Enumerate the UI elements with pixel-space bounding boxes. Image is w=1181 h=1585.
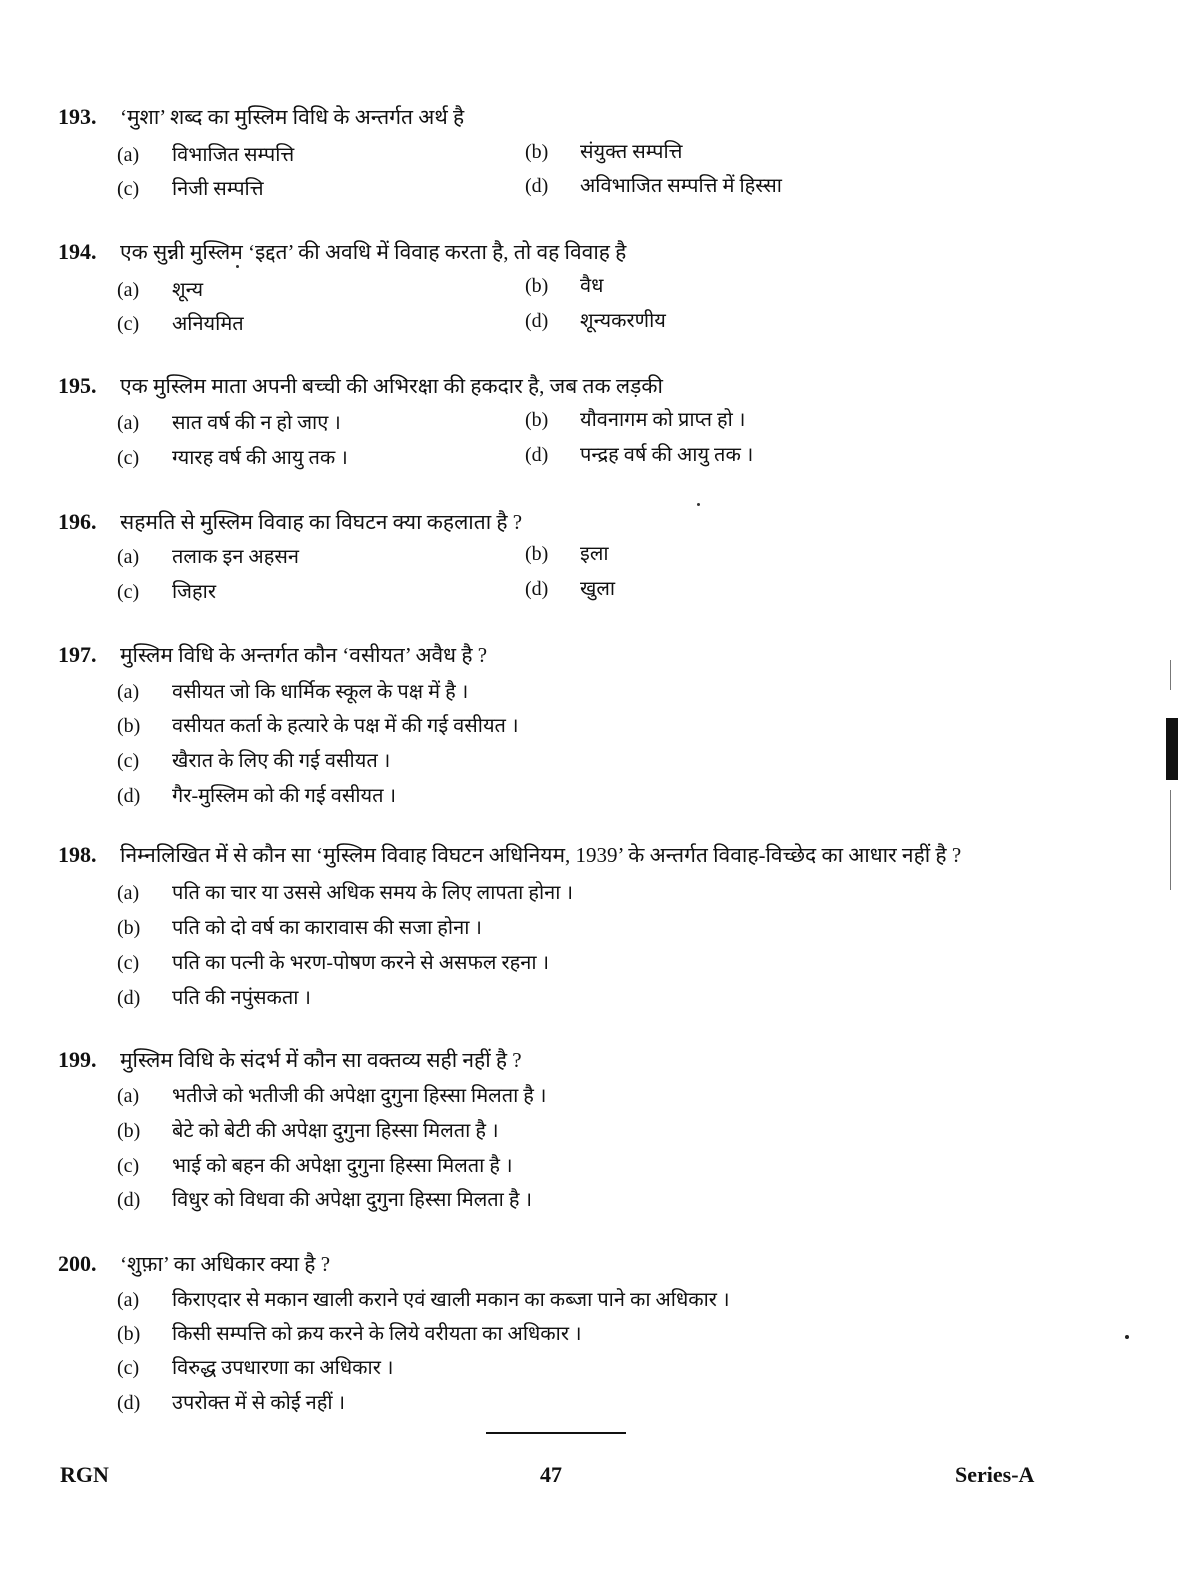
scan-speck bbox=[1125, 1335, 1129, 1339]
option-label: (d) bbox=[117, 785, 141, 807]
option-c bbox=[117, 1353, 393, 1380]
option-text: निजी सम्पत्ति bbox=[172, 178, 264, 200]
option-text: खुला bbox=[580, 578, 616, 600]
option-label: (a) bbox=[117, 681, 140, 703]
question-number: 199. bbox=[58, 1047, 97, 1072]
option-a bbox=[117, 1285, 730, 1312]
option-text: शून्यकरणीय bbox=[580, 310, 666, 332]
option-label: (b) bbox=[117, 917, 141, 939]
option-label: (a) bbox=[117, 546, 140, 568]
scan-speck bbox=[236, 265, 239, 268]
option-text: पति का चार या उससे अधिक समय के लिए लापता होना । bbox=[172, 882, 574, 904]
option-d bbox=[117, 983, 311, 1010]
question-number: 196. bbox=[58, 509, 97, 534]
option-text: पति को दो वर्ष का कारावास की सजा होना । bbox=[172, 917, 482, 939]
end-rule bbox=[486, 1432, 626, 1434]
option-label: (b) bbox=[117, 1120, 141, 1142]
option-a bbox=[117, 408, 341, 435]
option-d bbox=[117, 1388, 345, 1415]
option-text: यौवनागम को प्राप्त हो । bbox=[580, 409, 746, 431]
option-c bbox=[117, 174, 264, 201]
option-c bbox=[117, 1151, 513, 1178]
question-stem bbox=[58, 372, 663, 400]
option-label: (d) bbox=[525, 310, 549, 332]
option-b bbox=[117, 913, 482, 940]
option-label: (c) bbox=[117, 178, 140, 200]
option-d bbox=[525, 574, 615, 601]
option-text: खैरात के लिए की गई वसीयत । bbox=[172, 750, 391, 772]
option-b bbox=[525, 271, 603, 298]
option-label: (c) bbox=[117, 447, 140, 469]
option-text: भाई को बहन की अपेक्षा दुगुना हिस्सा मिलता है । bbox=[172, 1155, 513, 1177]
option-label: (c) bbox=[117, 1155, 140, 1177]
question-stem bbox=[58, 238, 626, 266]
question-text: मुस्लिम विधि के अन्तर्गत कौन ‘वसीयत’ अवैध है ? bbox=[120, 643, 488, 667]
option-c bbox=[117, 577, 216, 604]
option-text: बेटे को बेटी की अपेक्षा दुगुना हिस्सा मिलता है । bbox=[172, 1120, 499, 1142]
page-number: 47 bbox=[540, 1462, 562, 1487]
option-c bbox=[117, 746, 390, 773]
option-label: (c) bbox=[117, 1357, 140, 1379]
option-text: तलाक इन अहसन bbox=[172, 546, 299, 568]
option-label: (b) bbox=[525, 275, 549, 297]
question-number: 200. bbox=[58, 1251, 97, 1276]
option-a bbox=[117, 677, 468, 704]
question-number: 193. bbox=[58, 104, 97, 129]
option-d bbox=[525, 440, 753, 467]
option-text: जिहार bbox=[172, 581, 216, 603]
option-text: सात वर्ष की न हो जाए । bbox=[172, 412, 341, 434]
question-text: एक मुस्लिम माता अपनी बच्ची की अभिरक्षा की हकदार है, जब तक लड़की bbox=[120, 374, 663, 398]
question-stem bbox=[58, 841, 961, 869]
option-label: (b) bbox=[117, 715, 141, 737]
option-c bbox=[117, 309, 244, 336]
option-label: (c) bbox=[117, 581, 140, 603]
option-text: गैर-मुस्लिम को की गई वसीयत । bbox=[172, 785, 397, 807]
option-text: पन्द्रह वर्ष की आयु तक । bbox=[580, 444, 754, 466]
question-text: मुस्लिम विधि के संदर्भ में कौन सा वक्तव्य सही नहीं है ? bbox=[120, 1048, 522, 1072]
option-b bbox=[525, 405, 745, 432]
question-stem bbox=[58, 641, 487, 669]
option-text: विभाजित सम्पत्ति bbox=[172, 144, 295, 166]
option-text: अनियमित bbox=[172, 313, 244, 335]
option-a bbox=[117, 878, 573, 905]
option-text: भतीजे को भतीजी की अपेक्षा दुगुना हिस्सा मिलता है । bbox=[172, 1085, 547, 1107]
question-text: सहमति से मुस्लिम विवाह का विघटन क्या कहलाता है ? bbox=[120, 510, 523, 534]
option-label: (c) bbox=[117, 313, 140, 335]
option-b bbox=[117, 1319, 582, 1346]
option-text: वैध bbox=[580, 275, 604, 297]
question-text: ‘मुशा’ शब्द का मुस्लिम विधि के अन्तर्गत अर्थ है bbox=[120, 105, 465, 129]
option-text: पति की नपुंसकता । bbox=[172, 987, 311, 1009]
option-label: (b) bbox=[525, 543, 549, 565]
option-label: (c) bbox=[117, 952, 140, 974]
question-number: 195. bbox=[58, 373, 97, 398]
question-number: 194. bbox=[58, 239, 97, 264]
scan-edge-mark bbox=[1166, 718, 1178, 780]
option-d bbox=[525, 171, 782, 198]
option-c bbox=[117, 948, 549, 975]
option-a bbox=[117, 140, 294, 167]
option-b bbox=[117, 1116, 499, 1143]
option-label: (b) bbox=[117, 1323, 141, 1345]
option-label: (a) bbox=[117, 1085, 140, 1107]
option-label: (d) bbox=[117, 987, 141, 1009]
option-text: विधुर को विधवा की अपेक्षा दुगुना हिस्सा मिलता है । bbox=[172, 1189, 533, 1211]
option-label: (d) bbox=[525, 175, 549, 197]
question-stem bbox=[58, 103, 464, 131]
option-d bbox=[117, 1185, 532, 1212]
option-text: विरुद्ध उपधारणा का अधिकार । bbox=[172, 1357, 394, 1379]
option-a bbox=[117, 542, 299, 569]
option-b bbox=[525, 539, 609, 566]
question-stem bbox=[58, 508, 522, 536]
option-text: शून्य bbox=[172, 279, 204, 301]
option-a bbox=[117, 1081, 547, 1108]
scan-speck bbox=[697, 503, 700, 506]
option-label: (a) bbox=[117, 412, 140, 434]
option-text: उपरोक्त में से कोई नहीं । bbox=[172, 1392, 346, 1414]
option-label: (c) bbox=[117, 750, 140, 772]
option-label: (a) bbox=[117, 279, 140, 301]
option-c bbox=[117, 443, 348, 470]
option-label: (d) bbox=[525, 578, 549, 600]
option-b bbox=[525, 137, 683, 164]
option-a bbox=[117, 275, 203, 302]
option-text: वसीयत कर्ता के हत्यारे के पक्ष में की गई वसीयत । bbox=[172, 715, 519, 737]
option-label: (d) bbox=[117, 1392, 141, 1414]
option-b bbox=[117, 711, 519, 738]
option-d bbox=[525, 306, 666, 333]
option-d bbox=[117, 781, 396, 808]
option-label: (b) bbox=[525, 141, 549, 163]
question-text: ‘शुफ़ा’ का अधिकार क्या है ? bbox=[120, 1252, 331, 1276]
option-label: (d) bbox=[117, 1189, 141, 1211]
option-label: (a) bbox=[117, 144, 140, 166]
option-label: (b) bbox=[525, 409, 549, 431]
scan-edge-line bbox=[1170, 820, 1171, 890]
option-text: अविभाजित सम्पत्ति में हिस्सा bbox=[580, 175, 782, 197]
question-number: 197. bbox=[58, 642, 97, 667]
option-label: (d) bbox=[525, 444, 549, 466]
series-label: Series-A bbox=[955, 1462, 1035, 1487]
option-text: किसी सम्पत्ति को क्रय करने के लिये वरीयता का अधिकार । bbox=[172, 1323, 582, 1345]
option-text: वसीयत जो कि धार्मिक स्कूल के पक्ष में है । bbox=[172, 681, 469, 703]
option-text: इला bbox=[580, 543, 609, 565]
question-text: निम्नलिखित में से कौन सा ‘मुस्लिम विवाह विघटन अधिनियम, 1939’ के अन्तर्गत विवाह-विच्छेद का आधार नहीं है ? bbox=[120, 843, 962, 867]
option-text: ग्यारह वर्ष की आयु तक । bbox=[172, 447, 348, 469]
option-text: पति का पत्नी के भरण-पोषण करने से असफल रहना । bbox=[172, 952, 550, 974]
option-text: संयुक्त सम्पत्ति bbox=[580, 141, 683, 163]
option-label: (a) bbox=[117, 882, 140, 904]
question-text: एक सुन्नी मुस्लिम ‘इद्दत’ की अवधि में विवाह करता है, तो वह विवाह है bbox=[120, 240, 627, 264]
question-number: 198. bbox=[58, 842, 97, 867]
option-label: (a) bbox=[117, 1289, 140, 1311]
option-text: किराएदार से मकान खाली कराने एवं खाली मकान का कब्जा पाने का अधिकार । bbox=[172, 1289, 730, 1311]
question-stem bbox=[58, 1046, 522, 1074]
scan-edge-line bbox=[1170, 660, 1171, 690]
question-stem bbox=[58, 1250, 330, 1278]
footer-code: RGN bbox=[60, 1462, 109, 1487]
